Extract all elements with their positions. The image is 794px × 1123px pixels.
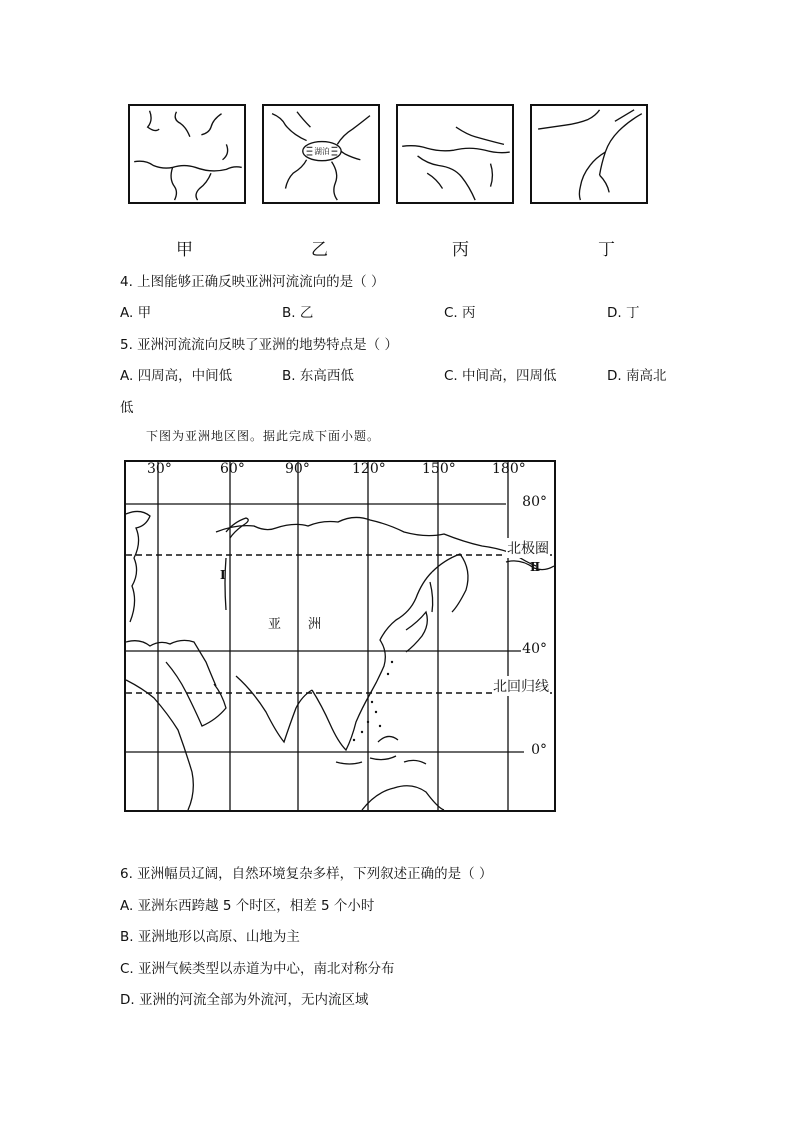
river-panel-yi [262,104,380,204]
panel-label-ding: 丁 [598,240,615,260]
region-label-ya: 亚 [268,617,282,632]
river-sketch-bing [398,106,512,202]
river-sketch-yi [264,106,378,202]
q6-option-d: D. 亚洲的河流全部为外流河，无内流区域 [120,992,369,1008]
asia-map [124,460,556,812]
q4-option-b: B. 乙 [282,305,314,321]
marker-roman-1: Ⅰ [220,568,226,582]
question-5-stem: 5. 亚洲河流流向反映了亚洲的地势特点是（ ） [120,337,398,353]
question-4-stem: 4. 上图能够正确反映亚洲河流流向的是（ ） [120,274,385,290]
lat-label-tropic-of-cancer: 北回归线 [492,676,550,696]
dashed-lines [126,555,554,693]
lat-label-40: 40° [522,641,547,657]
asia-map-graphic [126,462,554,810]
river-panel-ding [530,104,648,204]
q5-option-d-wrap: 低 [120,400,134,416]
lon-label-120: 120° [352,461,386,477]
q4-option-d: D. 丁 [607,305,640,321]
q4-option-c: C. 丙 [444,305,476,321]
map-caption: 下图为亚洲地区图。据此完成下面小题。 [146,429,381,443]
q5-option-d: D. 南高北 [607,368,667,384]
panel-label-jia: 甲 [176,240,193,260]
q5-option-b: B. 东高西低 [282,368,354,384]
q5-option-c: C. 中间高，四周低 [444,368,557,384]
q6-option-a: A. 亚洲东西跨越 5 个时区，相差 5 个小时 [120,898,375,914]
lat-label-80: 80° [522,494,547,510]
coastlines [126,511,554,810]
lat-label-equator: 0° [531,742,547,758]
question-6-stem: 6. 亚洲幅员辽阔，自然环境复杂多样，下列叙述正确的是（ ） [120,866,493,882]
lon-label-60: 60° [220,461,245,477]
lat-label-arctic-circle: 北极圈 [506,538,550,558]
lake-label: 湖泊 [314,147,330,156]
region-label-zhou: 洲 [308,617,322,632]
q4-option-a: A. 甲 [120,305,152,321]
parallel-lines [126,504,541,752]
lon-label-180: 180° [492,461,526,477]
meridian-lines [158,462,508,810]
river-panel-bing [396,104,514,204]
panel-label-yi: 乙 [311,240,328,260]
q6-option-c: C. 亚洲气候类型以赤道为中心，南北对称分布 [120,961,395,977]
q5-option-a: A. 四周高，中间低 [120,368,233,384]
lon-label-150: 150° [422,461,456,477]
river-sketch-ding [532,106,646,202]
lon-label-90: 90° [285,461,310,477]
island-dots [353,661,393,741]
q6-option-b: B. 亚洲地形以高原、山地为主 [120,929,300,945]
river-panel-jia [128,104,246,204]
river-sketch-jia [130,106,244,202]
lon-label-30: 30° [147,461,172,477]
panel-label-bing: 丙 [452,240,469,260]
marker-roman-2: Ⅱ [530,560,541,574]
